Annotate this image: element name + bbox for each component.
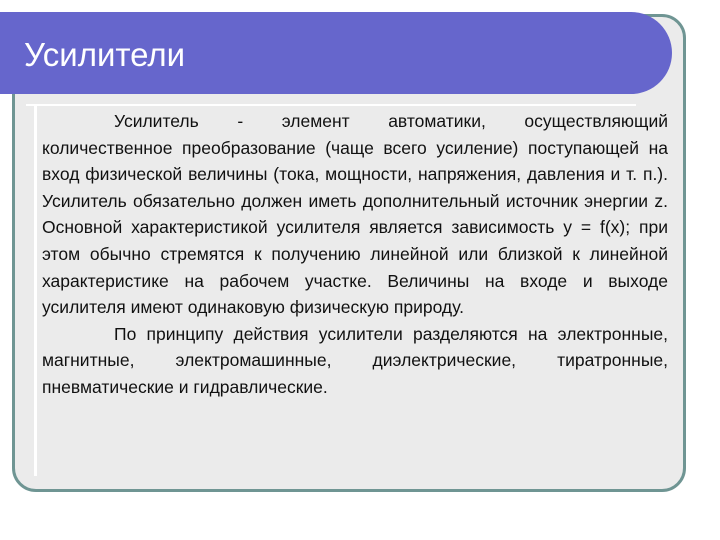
slide-body [42,108,668,401]
paragraph-definition: Усилитель - элемент автоматики, осуществляющий количественное преобразование (чаще всего усиление) поступающей на вход физической величины (тока, мощности, напряжения, давления и т. п.). Усилитель обязательно должен иметь дополнительный источник энергии z. Основной характеристикой усилителя является зависимость y = f(x); при этом обычно стремятся к получению линейной или близкой к линейной характеристике на рабочем участке. Величины на входе и выходе усилителя имеют одинаковую физическую природу. [42,111,668,318]
title-divider [26,104,636,106]
left-accent-line [34,106,37,476]
slide-title: Усилители [24,36,186,73]
paragraph-classification: По принципу действия усилители разделяются на электронные, магнитные, электромашинные, диэлектрические, тиратронные, пневматические и гидравлические. [42,323,668,397]
